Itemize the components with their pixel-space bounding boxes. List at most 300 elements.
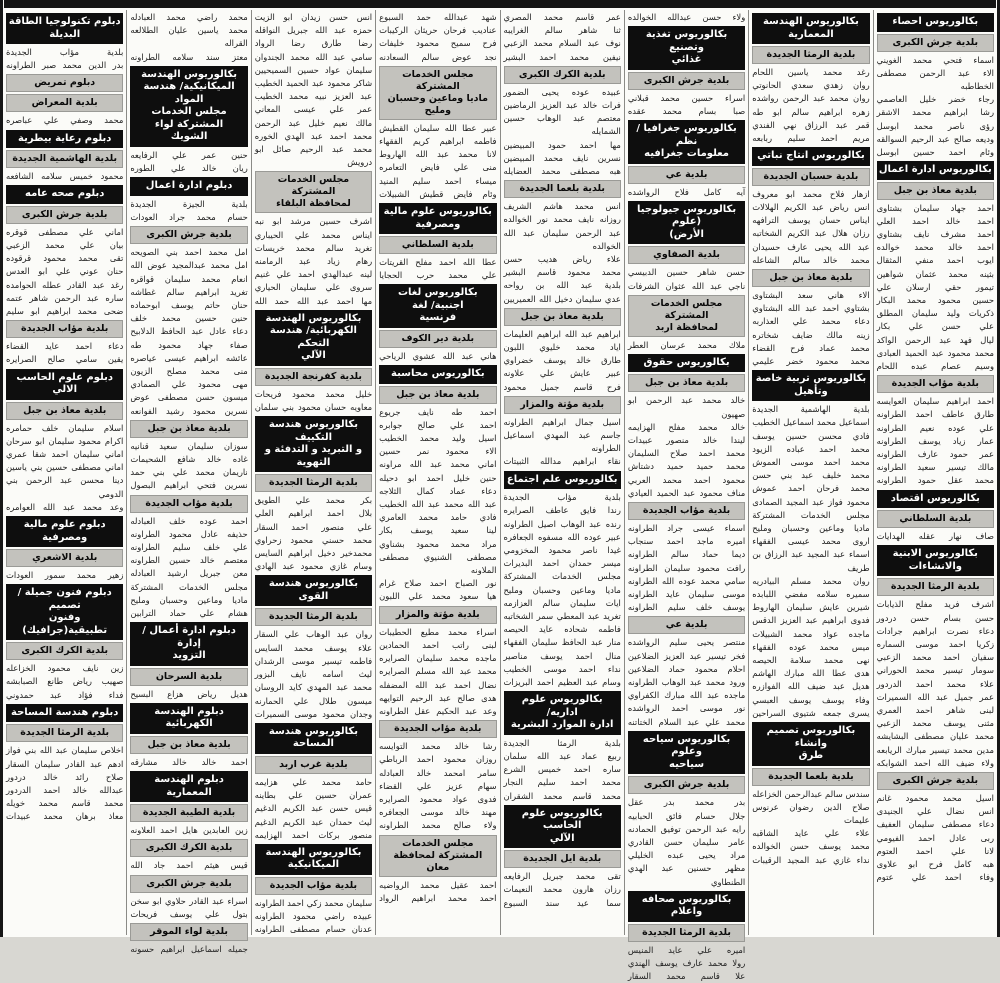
name-entry: محمد احمد موسى العموش xyxy=(752,456,870,467)
name-entry: فدوى ابراهيم عبد العزيز الدقس xyxy=(752,615,870,626)
name-entry: تقى محمد جبريل الرفايعه xyxy=(503,871,621,882)
municipality-header xyxy=(628,502,745,520)
header-line: مجلس الخدمات المشتركة xyxy=(277,174,350,198)
name-entry: نجد عوض سالم السعادنه xyxy=(379,51,497,62)
name-entry: سومار تيسير محمد الحوراني xyxy=(876,665,994,676)
header-line: بلدية معاذ بن جبل xyxy=(147,422,231,434)
name-entry: عمر علي عيسى المعاني xyxy=(254,104,373,115)
degree-category-header xyxy=(6,13,123,44)
name-entry: خالد محمد عبد الرحمن ابو صهيون xyxy=(627,395,746,419)
name-entry: منصور بركات احمد الهزايمه xyxy=(254,829,373,840)
name-entry: ميسون طلال علي الحمارنه xyxy=(254,695,373,706)
header-line: دبلوم علوم الحاسب الالي xyxy=(16,371,113,396)
header-line: بكالوريوس علوم اداريه/ xyxy=(521,694,603,718)
name-entry: زهير محمد سمور العودات xyxy=(6,570,124,581)
municipality-header xyxy=(752,768,869,786)
header-line: بلدية الكرك الكبرى xyxy=(518,68,606,80)
municipality-header xyxy=(130,875,247,893)
name-entry: اشرف فريد مفلح الذيابات xyxy=(876,599,994,610)
name-entry: حنين حسين محمد خلف xyxy=(130,313,248,324)
name-entry: اسيل جمال ابراهيم الطراونه xyxy=(503,416,621,427)
name-entry: امل محمد عبدالمجيد عوض الله xyxy=(130,260,248,271)
name-entry: وعد عبد الحكيم عقل الطراونه xyxy=(379,705,497,716)
name-entry: نيفين محمد احمد البشير xyxy=(503,51,621,62)
name-entry: وعد محمد عبد الله العوامره xyxy=(6,501,124,512)
name-entry: منار عبد الحافظ سليمان الفقهاء xyxy=(503,637,621,648)
name-entry: ميسون حسن مصطفى عوض xyxy=(130,392,248,403)
degree-category-header xyxy=(6,704,123,723)
name-entry: سندس سالم عبدالرحمن الخزاعله xyxy=(752,788,870,799)
name-entry: رشا خالد محمد التوايسه xyxy=(379,741,497,752)
name-entry: فرات خالد عبد العزيز الرماضين xyxy=(503,100,621,111)
name-entry: ادهم عبد القادر سليمان السقار xyxy=(6,758,124,769)
name-entry: فاطمه تيسير موسى الرشدان xyxy=(254,655,373,666)
degree-category-header xyxy=(130,703,247,734)
degree-category-header xyxy=(6,584,123,640)
name-entry: لانا علي احمد العتوم xyxy=(876,845,994,856)
name-entry: خليل محمد محمود فريحات xyxy=(254,388,373,399)
name-entry: سليمان محمد زكي احمد الطراونه xyxy=(254,897,373,908)
name-entry: ماجده عبد الله مبارك الكفراوي xyxy=(627,690,746,701)
name-entry: ميس محمد عوده الفقهاء xyxy=(752,641,870,652)
name-entry: ايوب احمد منفي المثقال xyxy=(876,255,994,266)
name-entry: عبير عطا الله سليمان القطيش xyxy=(379,122,497,133)
header-line: فرنسية xyxy=(419,312,457,324)
name-entry: وفاء احمد علي عتوم xyxy=(876,872,994,883)
name-entry: منى محمد مصلح الزيون xyxy=(130,365,248,376)
name-entry: ابراهيم عبد الله ابراهيم العليمات xyxy=(503,328,621,339)
name-entry: محمد وصفي علي عباصره xyxy=(6,115,124,126)
name-entry: ماجده عواد محمد الشبيلات xyxy=(752,628,870,639)
header-line: بلدية لواء الموقر xyxy=(150,925,228,937)
name-entry: احلام محمود حماد الضلاعين xyxy=(627,663,746,674)
degree-category-header xyxy=(504,691,621,735)
municipality-header xyxy=(255,756,372,774)
header-line: بكالوريوس تربية خاصة xyxy=(755,373,867,385)
name-entry: زين نايف محمود الخزاعله xyxy=(6,663,124,674)
name-entry: حامد محمد علي هزايمه xyxy=(254,776,373,787)
degree-category-header xyxy=(752,13,869,44)
name-entry: سما عيد سند السبوع xyxy=(503,897,621,908)
name-entry: رزان هارون محمد النعيمات xyxy=(503,884,621,895)
degree-category-header xyxy=(628,354,745,373)
header-line: بلدية مؤاب الجديدة xyxy=(891,378,979,390)
degree-category-header xyxy=(255,575,372,606)
header-line: بكالوريوس علم اجتماع xyxy=(506,473,618,485)
name-entry: زكريا احمد موسى السماره xyxy=(876,639,994,649)
municipality-header xyxy=(877,34,994,52)
name-entry: ناريمان محمد علي بني حمد xyxy=(130,467,248,478)
name-entry: احمد محمد ابراهيم الرواد xyxy=(379,892,497,903)
name-entry: صبا بسام محمد عقده xyxy=(627,105,746,116)
degree-category-header xyxy=(6,185,123,204)
header-line: سياحيه xyxy=(669,758,705,770)
header-line: بكالوريوس هندسة التكييف xyxy=(268,419,358,443)
municipality-header xyxy=(130,668,247,686)
name-entry: عبد الله محمد عبد الله الخطيب xyxy=(379,499,497,510)
header-line: بلدية مؤاب الجديدة xyxy=(642,505,731,517)
name-entry: عبد العزيز نبيه محمد الخطيب xyxy=(254,91,373,102)
name-entry: ربيع عماد عبد الله سلمان xyxy=(503,750,621,761)
name-entry: ميساء احمد سليم المنيد xyxy=(379,175,497,186)
degree-category-header xyxy=(6,369,123,400)
header-line: بكالوريوس الهندسة xyxy=(265,312,362,324)
name-entry: بشتاوي احمد عبد الله البشتاوي xyxy=(752,303,870,314)
municipality-header xyxy=(255,171,372,213)
municipality-header xyxy=(379,835,496,877)
name-entry: روان محمد عبد الرحمن رواشده xyxy=(752,93,870,104)
name-entry: شاكر محمود عبد الحميد الخطيب xyxy=(254,78,373,89)
header-line: بكالوريوس هندسة القوى xyxy=(268,578,358,602)
header-line: بلدية عي xyxy=(665,619,708,631)
name-entry: نسرين نايف محمد المبيضين xyxy=(503,152,621,163)
name-entry: ليث حمدان عبد الكريم الدغيم xyxy=(254,816,373,827)
name-entry: اسراء حسين محمد قبلاني xyxy=(627,92,746,103)
header-line: مجلس الخدمات المشتركة xyxy=(402,68,474,92)
name-entry: نداء احمد موسى الخطيب xyxy=(503,663,621,674)
name-entry: قيس هيثم احمد جاد الله xyxy=(130,860,248,871)
name-entry: وديعه صالح عبد الرحيم السوالقه xyxy=(876,133,994,144)
name-entry: حسن شاهر حسين الدبيسي xyxy=(627,267,746,278)
name-entry: غيدا ناصر محمود المخزومي xyxy=(503,545,621,555)
municipality-header xyxy=(628,72,745,90)
name-entry: يوسف خلف سليم الطراونه xyxy=(627,602,746,613)
name-entry: محمد خالد سالم الشاعله xyxy=(752,254,870,265)
header-line: بلدية السلطاني xyxy=(401,239,474,251)
degree-category-header xyxy=(255,310,372,366)
header-line: بلدية معاذ بن جبل xyxy=(23,404,107,416)
name-entry: محمد ياسين عليان الطلالعه القراله xyxy=(130,25,248,49)
header-line: بكالوريوس حقوق xyxy=(643,356,730,368)
name-entry: عمر جميل عبد الله السميرات xyxy=(876,691,994,702)
name-entry: شهد عبدالله حمد السبوع xyxy=(379,12,497,22)
name-entry: محمد احمد عباده الزيود xyxy=(752,443,870,454)
name-entry: وسام عبد العظيم احمد البريزات xyxy=(503,677,621,688)
municipality-header xyxy=(6,74,123,92)
municipality-header xyxy=(877,182,994,200)
header-line: وتأهيل xyxy=(794,385,828,397)
name-entry: روزان محمود احمد الرباطي xyxy=(379,754,497,765)
degree-category-header xyxy=(130,66,247,147)
name-entry: تقى محمد محمود قرقوده xyxy=(6,253,124,264)
header-line: بكالوريوس لغات اجنبية/ لغة xyxy=(398,287,478,311)
name-entry: علي حسن علي بكار xyxy=(876,321,994,332)
name-entry: لانا محمد عبد الله الهاروط xyxy=(379,149,497,160)
municipality-header xyxy=(504,66,621,84)
name-entry: اماني علي مصطفى قوقره xyxy=(6,226,124,237)
municipality-header xyxy=(255,877,372,895)
name-entry: احمد خالد احمد العلي xyxy=(876,215,994,226)
name-entry: رايه عبد الرحمن توفيق الحمادنه xyxy=(627,823,746,834)
degree-category-header xyxy=(628,26,745,70)
header-line: بكالوريوس ادارة اعمال xyxy=(878,164,992,176)
header-line: بلدية معاذ بن جبل xyxy=(147,738,231,750)
degree-category-header xyxy=(130,622,247,666)
header-line: بلدية السلطاني xyxy=(899,513,972,525)
header-line: بكالوريوس تصميم وانشاء xyxy=(766,725,856,749)
header-line: دبلوم فنون جميلة /تصميم xyxy=(17,587,112,611)
newspaper-column-7 xyxy=(126,10,250,954)
name-entry: احمد علي صالح جوابره xyxy=(379,419,497,430)
header-line: بلدية الطيبة الجديدة xyxy=(142,807,236,819)
name-entry: علا قاسم محمد السقار xyxy=(627,971,746,982)
municipality-header xyxy=(379,236,496,254)
name-entry: عدي سليمان دخيل الله العميريين xyxy=(503,293,621,304)
name-entry: ريان خالد علي الطوره xyxy=(130,163,248,174)
name-entry: رهام زياد عبد الرمامنه xyxy=(254,256,373,267)
degree-category-header xyxy=(130,177,247,196)
degree-category-header xyxy=(628,731,745,775)
name-entry: دعاء عماد كمال الثلاجه xyxy=(379,485,497,496)
name-entry: ورود محمد عبد الوهاب الطراونه xyxy=(627,677,746,688)
header-line: بلدية الكرك الكبرى xyxy=(145,842,233,854)
name-entry: رنده عبد الوهاب اصيل الطراونه xyxy=(503,518,621,529)
municipality-header xyxy=(628,776,745,794)
name-entry: سليمان عواد حسين السميحيين xyxy=(254,64,373,75)
name-entry: روزانه نايف محمد نور الخوالده xyxy=(503,214,621,225)
header-line: الشويك xyxy=(170,131,208,143)
name-entry: عمار زياد يوسف الطراونه xyxy=(876,435,994,446)
name-entry: عبيده عوده يحيى الضمور xyxy=(503,86,621,97)
name-entry: عدنان حسام مصطفى الطراونه xyxy=(254,924,373,935)
name-entry: محمد محمود خضر عليمي xyxy=(752,355,870,366)
municipality-header xyxy=(130,736,247,754)
municipality-header xyxy=(504,396,621,414)
degree-category-header xyxy=(877,545,994,576)
header-line: بلدية الهاشمية الجديدة xyxy=(12,153,118,165)
name-entry: ماجده محمد سليمان الصرايره xyxy=(379,653,497,664)
name-entry: موسى سليمان عايد الطراونه xyxy=(627,589,746,600)
header-line: بلدية جرش الكبرى xyxy=(892,775,979,787)
name-entry: منال احمد يوسف مناصير xyxy=(503,650,621,661)
name-entry: محمد فرحان احمد عموش xyxy=(752,483,870,494)
name-entry: ضحى محمد ابراهيم ابو سليم xyxy=(6,306,124,317)
header-line: غذائي xyxy=(671,54,702,66)
header-line: بكالوريوس جيولوجيا (علوم xyxy=(637,203,737,228)
name-entry: نضال احمد عبد الله المضفله xyxy=(379,679,497,690)
name-entry: تغريد عبد المعطي سمر الشخاتبه xyxy=(503,611,621,622)
name-entry: احمد خالد خالد مشارقه xyxy=(130,756,248,767)
name-entry: رضا طارق رضا الرواد xyxy=(254,38,373,49)
name-entry: هديل عبد ضيف الله الفوازره xyxy=(752,681,870,692)
name-entry: هدى صالح عبد الرحيم التوايهه xyxy=(379,692,497,703)
header-line: مجلس الخدمات المشتركة xyxy=(650,297,723,321)
name-entry: سميره سلامه مفضي اللبابده xyxy=(752,589,870,599)
name-entry: محمد احمد صلاح السليمان xyxy=(627,448,746,459)
name-entry: انعام محمد سليمان قواقره xyxy=(130,273,248,284)
name-entry: شيرين عايش سليمان الهاروط xyxy=(752,602,870,613)
name-entry: صلاح الدين رضوان عرنوس عليمات xyxy=(752,801,870,825)
name-entry: ماديا وماعين وحسبان ومليح xyxy=(752,522,870,533)
header-line: بكالوريوس الابنية xyxy=(892,548,978,560)
name-entry: مجلس الخدمات المشتركة xyxy=(130,581,248,592)
name-entry: بلدية مؤاب الجديدة xyxy=(503,492,621,503)
header-line: بلدية معاذ بن جبل xyxy=(893,184,977,196)
degree-category-header xyxy=(255,844,372,875)
header-line: دبلوم ادارة أعمال / إدارة xyxy=(142,625,236,649)
header-line: الكهربائية/ هندسة التحكم xyxy=(269,325,357,349)
header-line: ومصرفية xyxy=(415,218,461,230)
name-entry: وجدان محمود موسى السميرات xyxy=(254,708,373,719)
header-line: بكالوريوس الهندسة xyxy=(265,846,362,858)
degree-category-header xyxy=(6,130,123,149)
header-line: بلدية الاشعري xyxy=(32,552,98,564)
degree-category-header xyxy=(504,471,621,490)
name-entry: اميره ماجد احمد سنجاب xyxy=(627,536,746,547)
header-line: بكالوريوس جغرافيا / نظم xyxy=(636,123,737,147)
name-entry: اسراء عبد القادر حلاوي ابو سخن xyxy=(130,895,248,906)
municipality-header xyxy=(752,168,869,186)
name-entry: محمود فواز عبد المجيد الصمادى xyxy=(752,496,870,507)
municipality-header xyxy=(379,66,496,120)
municipality-header xyxy=(379,386,496,404)
name-entry: صفاء جهاد محمود طه xyxy=(130,339,248,350)
name-entry: روان عبد الوهاب علي السقار xyxy=(254,629,373,640)
name-entry: عبد الرحمن سليمان عبد الله الخوالده xyxy=(503,227,621,251)
name-entry: علي محمد حرب الحجايا xyxy=(379,270,497,281)
name-entry: تغريد سالم محمد خريسات xyxy=(254,242,373,253)
name-entry: طارق خالد يوسف خضراوي xyxy=(503,355,621,366)
degree-category-header xyxy=(752,370,869,401)
name-entry: مجلس الخدمات المشتركة xyxy=(752,509,870,520)
name-entry: محمدخير دخيل ابراهيم السايس xyxy=(254,548,373,559)
name-entry: مظهر حسنين عبد الهدي الطنطاوي xyxy=(627,863,746,887)
name-entry: حسام محمد جراد العودات xyxy=(130,211,248,222)
newspaper-column-5 xyxy=(375,10,499,935)
name-entry: نور موسى احمد الرواشده xyxy=(627,703,746,714)
header-line: بلدية الرمثا الجديدة xyxy=(20,727,110,739)
header-line: بلدية مؤتة والمزار xyxy=(520,398,605,410)
header-line: بكالوريوس علوم مالية xyxy=(383,206,492,218)
name-entry: امل محمد احمد بني الصويحه xyxy=(130,247,248,258)
name-entry: اميره علي عايد المنيس xyxy=(627,944,746,955)
municipality-header xyxy=(130,923,247,941)
header-line: بلدية الرمثا الجديدة xyxy=(269,477,358,489)
name-entry: دعاء عادل عبد الحافظ الدلابيح xyxy=(130,326,248,337)
name-entry: ساره عبد الرحمن شاهر عتمه xyxy=(6,292,124,303)
name-entry: حنان عوني علي ابو العدس xyxy=(6,266,124,277)
name-entry: اسماء فتحي محمد الغويني xyxy=(876,54,994,65)
name-entry: بدر الدين محمد صبر الطراونه xyxy=(6,60,124,71)
name-entry: منتصر يحيى سليم الرواشده xyxy=(627,637,746,648)
name-entry: صهيب رياض طانع الصبابشه xyxy=(6,676,124,687)
name-entry: احمد جهاد سليمان بشتاوى xyxy=(876,202,994,213)
name-entry: الاء هاني سعد البشتاوى xyxy=(752,289,870,300)
header-line: بلدية مؤتة والمزار xyxy=(395,608,480,620)
name-entry: ربى عادل احمد الفيومي xyxy=(876,832,994,843)
name-entry: هبه مصطفى محمد العضايله xyxy=(503,166,621,177)
name-entry: مهى محمود علي الصمادي xyxy=(130,379,248,390)
header-line: بلدية المعراض xyxy=(31,97,98,109)
name-entry: انس رياض عبد الكريم الهلالات xyxy=(752,201,870,212)
name-entry: ازهار فلاح محمد ابو معروف xyxy=(752,188,870,199)
header-line: معلومات جغرافيه xyxy=(644,148,729,160)
municipality-header xyxy=(877,375,994,393)
name-entry: رندا فايق عاطف الصرايره xyxy=(503,505,621,516)
name-entry: جاسم عبد المهدي اسماعيل الطراونه xyxy=(503,430,621,454)
name-entry: هيا سعود محمد علي اللبون xyxy=(379,591,497,602)
header-line: مجلس الخدمات المشتركة لواء xyxy=(151,106,227,130)
name-entry: سامي عبد الله محمد الجندوان xyxy=(254,51,373,62)
name-entry: محمد احمد سليم النجار xyxy=(503,777,621,788)
header-line: بلدية معاذ بن جبل xyxy=(769,271,853,283)
municipality-header xyxy=(6,402,123,420)
name-entry: منى علي فايض التعامره xyxy=(379,162,497,173)
header-line: الآلي xyxy=(549,832,575,844)
name-entry: احمد ابراهيم سليمان العوايسه xyxy=(876,396,994,407)
header-line: بلدية معاذ بن جبل xyxy=(644,377,729,389)
newspaper-columns xyxy=(3,10,997,982)
name-entry: اسماء عيسى جراد الطراونه xyxy=(627,523,746,534)
name-entry: مالك تيسير سعيد الطراونه xyxy=(876,462,994,473)
name-entry: بتول علي يوسف فريحات xyxy=(130,908,248,919)
municipality-header xyxy=(504,850,621,868)
name-entry: فخر تيسير عبد العزيز الضلاعين xyxy=(627,650,746,661)
degree-category-header xyxy=(877,161,994,180)
name-entry: محمد علي عبد السلام الختاتنه xyxy=(627,716,746,727)
name-entry: مثنى يوسف محمد الزعبي xyxy=(876,718,994,729)
name-entry: جلال حسام فائق الحبابيه xyxy=(627,810,746,821)
header-line: بلدية معاذ بن جبل xyxy=(396,388,480,400)
name-entry: روان محمد مسلم البيادريه xyxy=(752,575,870,586)
name-entry: لبنى راتب احمد الحمادين xyxy=(379,639,497,650)
name-entry: اسيل وليد محمد الخطيب xyxy=(379,433,497,444)
name-entry: عامر سليمان حسن القادري xyxy=(627,837,746,847)
name-entry: بلال احمد ابراهيم العلي xyxy=(254,508,373,519)
header-line: بلدية السرحان xyxy=(155,670,223,682)
header-line: بلدية الرمثا الجديدة xyxy=(642,926,731,938)
name-entry: احمد عوده خلف العبادله xyxy=(130,515,248,526)
name-entry: حنين عمر علي الرفايعه xyxy=(130,149,248,160)
degree-category-header xyxy=(130,771,247,802)
name-entry: اسماء عبد المجيد عبد الرزاق بن طريف xyxy=(752,549,870,573)
name-entry: انس حسن زيدان ابو الزيت xyxy=(254,12,373,22)
municipality-header xyxy=(255,368,372,386)
name-entry: فرح قاسم جميل محمود xyxy=(503,381,621,392)
name-entry: ناجي عبد الله عثوان الشرفات xyxy=(627,280,746,291)
name-entry: فداء فؤاد عبد حمدوني xyxy=(6,689,124,700)
name-entry: مناف محمود عبد الحميد العيادي xyxy=(627,487,746,498)
name-entry: علاء رياض هديب حسن xyxy=(503,254,621,265)
name-entry: محمد محمود قاسم البشير xyxy=(503,267,621,278)
name-entry: غاده خالد شافع الشحيمات xyxy=(130,453,248,464)
name-entry: معاذ برهان محمد عبيدات xyxy=(6,811,124,822)
name-entry: محمود خميس سلامه الشافعه xyxy=(6,171,124,182)
name-entry: جميله اسماعيل ابراهيم حسونه xyxy=(130,943,248,954)
header-line: الآلي xyxy=(301,350,326,362)
header-line: بكالوريوس احصاء xyxy=(892,16,979,27)
name-entry: اكرام محمود سليمان ابو سرحان xyxy=(6,435,124,446)
name-entry: ساره احمد خميس الشرع xyxy=(503,764,621,775)
name-entry: ولاء حسن عبدالله الخوالده xyxy=(627,12,746,22)
name-entry: لينه عبدالهدي احمد علي غنيم xyxy=(254,269,373,280)
header-line: دبلوم تكنولوجيا الطاقة xyxy=(8,16,121,27)
name-entry: رغد عبد القادر عطله الحوامده xyxy=(6,279,124,290)
name-entry: نداء غازي عبد المجيد الرقيبات xyxy=(752,854,870,865)
municipality-header xyxy=(6,724,123,742)
name-entry: الاء محمود نمر حسين xyxy=(379,446,497,457)
municipality-header xyxy=(628,616,745,634)
name-entry: محمد حميد حميد دشتاش xyxy=(627,461,746,472)
name-entry: خالد محمد مفلح الهزايمه xyxy=(627,421,746,432)
municipality-header xyxy=(130,226,247,244)
name-entry: علاء علي عايد الشاقبه xyxy=(752,828,870,839)
header-line: بكالوريوس انتاج نباتي xyxy=(757,150,865,162)
name-entry: لبنى شاهر احمد العمري xyxy=(876,705,994,716)
name-entry: عمر قاسم محمد المصري xyxy=(503,12,621,22)
name-entry: بلدية الهاشمية الجديدة xyxy=(752,404,870,415)
municipality-header xyxy=(628,246,745,264)
